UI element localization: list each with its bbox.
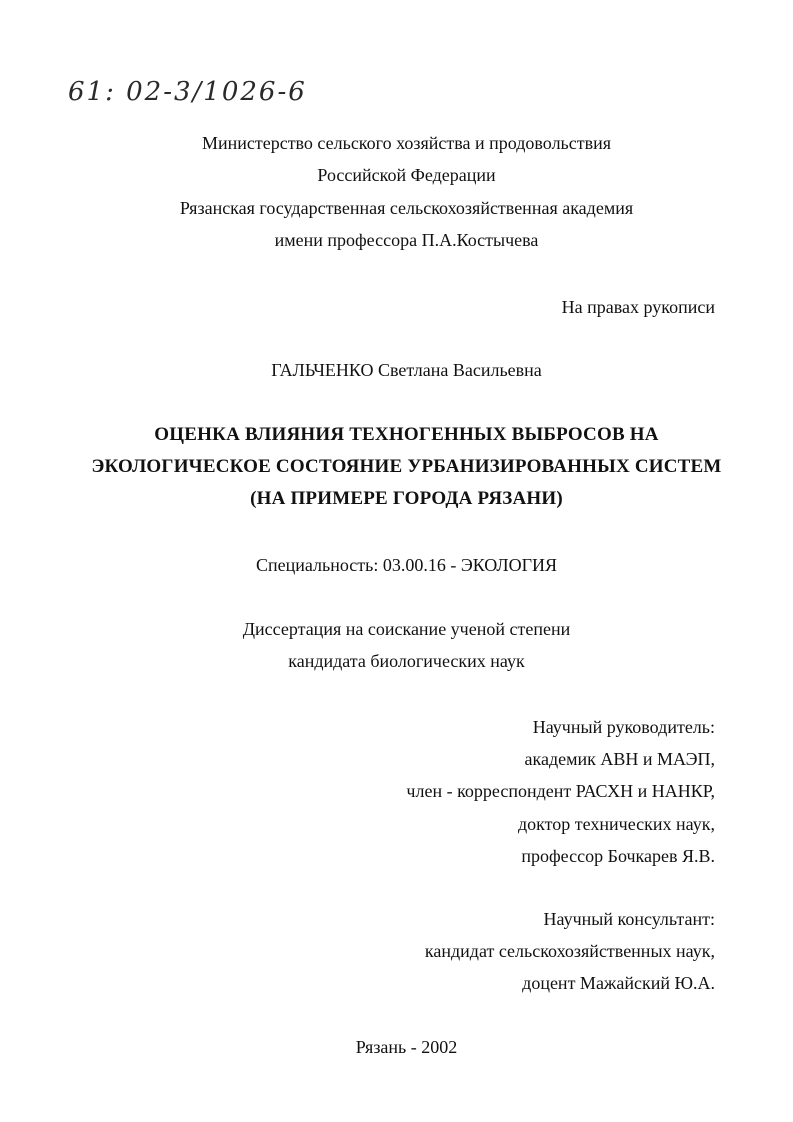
academy-name-line: имени профессора П.А.Костычева <box>274 230 539 250</box>
manuscript-rights: На правах рукописи <box>561 297 715 317</box>
degree-line-1: Диссертация на соискание ученой степени <box>242 619 571 639</box>
title-line-3: (НА ПРИМЕРЕ ГОРОДА РЯЗАНИ) <box>250 488 563 509</box>
title-line-1: ОЦЕНКА ВЛИЯНИЯ ТЕХНОГЕННЫХ ВЫБРОСОВ НА <box>154 424 659 445</box>
title-line-2: ЭКОЛОГИЧЕСКОЕ СОСТОЯНИЕ УРБАНИЗИРОВАННЫХ СИСТЕМ <box>91 456 722 477</box>
supervisor-line-2: академик АВН и МАЭП, <box>524 749 715 769</box>
consultant-line-2: кандидат сельскохозяйственных наук, <box>424 941 715 961</box>
supervisor-heading: Научный руководитель: <box>532 717 715 737</box>
author-name: ГАЛЬЧЕНКО Светлана Васильевна <box>271 360 542 380</box>
handwritten-archive-number <box>64 66 394 116</box>
degree-line-2: кандидата биологических наук <box>288 651 525 671</box>
supervisor-line-3: член - корреспондент РАСХН и НАНКР, <box>406 781 715 801</box>
specialty: Специальность: 03.00.16 - ЭКОЛОГИЯ <box>255 555 558 575</box>
place-year: Рязань - 2002 <box>355 1037 458 1057</box>
archive-number-text: 61: 02-3/1026-6 <box>68 77 307 107</box>
federation-line: Российской Федерации <box>317 165 496 185</box>
academy-line: Рязанская государственная сельскохозяйственная академия <box>179 198 634 218</box>
supervisor-name: профессор Бочкарев Я.В. <box>521 846 715 866</box>
supervisor-line-4: доктор технических наук, <box>518 814 715 834</box>
consultant-heading: Научный консультант: <box>543 909 715 929</box>
ministry-line: Министерство сельского хозяйства и продовольствия <box>201 133 612 153</box>
consultant-name: доцент Мажайский Ю.А. <box>522 973 715 993</box>
